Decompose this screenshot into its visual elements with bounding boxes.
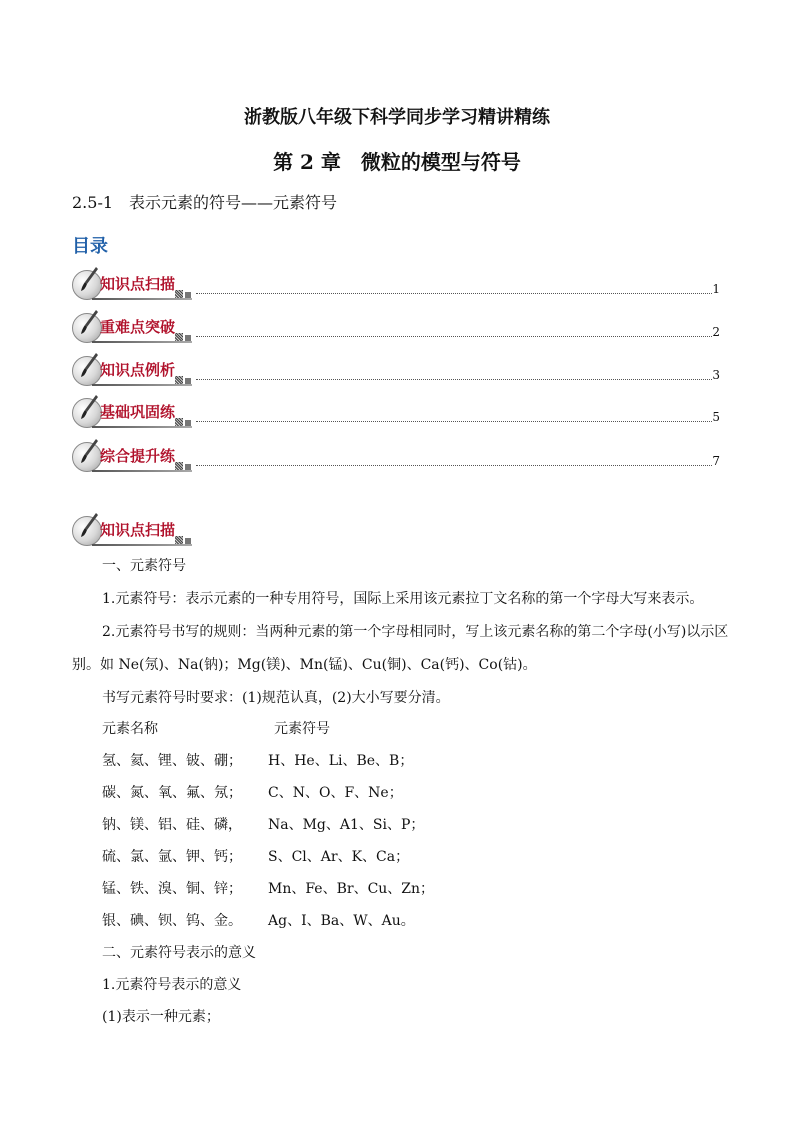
element-names-row: 银、碘、钡、钨、金。 xyxy=(102,913,242,929)
toc-leader xyxy=(196,465,712,466)
toc-page-number: 3 xyxy=(712,368,720,382)
paragraph-rules-line1: 2.元素符号书写的规则：当两种元素的第一个字母相同时，写上该元素名称的第二个字母(小写)以示区 xyxy=(102,624,729,640)
element-symbols-row: H、He、Li、Be、B； xyxy=(268,753,414,769)
toc-item-label: 知识点扫描 xyxy=(100,275,176,293)
badge-decor xyxy=(175,333,183,341)
toc-page-number: 5 xyxy=(712,410,720,424)
toc-item-basic[interactable] xyxy=(72,396,720,436)
element-names-row: 钠、镁、铝、硅、磷， xyxy=(102,817,242,833)
section-badge xyxy=(72,311,196,343)
paragraph-requirements: 书写元素符号时要求：(1)规范认真，(2)大小写要分清。 xyxy=(102,690,450,706)
element-names-row: 碳、氮、氧、氟、氖； xyxy=(102,785,242,801)
section-badge xyxy=(72,268,196,300)
badge-underline xyxy=(92,544,192,546)
element-symbols-row: Na、Mg、A1、Si、P； xyxy=(268,817,425,833)
badge-underline xyxy=(92,426,192,428)
brush-icon xyxy=(80,438,100,464)
section-badge xyxy=(72,440,196,472)
element-symbols-row: S、Cl、Ar、K、Ca； xyxy=(268,849,410,865)
section-title: 2.5-1 表示元素的符号——元素符号 xyxy=(72,193,338,212)
toc-item-label: 知识点例析 xyxy=(100,361,176,379)
heading-element-symbols: 一、元素符号 xyxy=(102,558,186,574)
paragraph-definition: 1.元素符号：表示元素的一种专用符号，国际上采用该元素拉丁文名称的第一个字母大写来表示。 xyxy=(102,591,704,607)
column-header-symbol: 元素符号 xyxy=(274,721,330,737)
badge-decor xyxy=(185,464,191,470)
badge-decor xyxy=(185,292,191,298)
section-badge-label: 知识点扫描 xyxy=(100,521,176,539)
toc-page-number: 7 xyxy=(712,454,720,468)
toc-page-number: 2 xyxy=(712,325,720,339)
brush-icon xyxy=(80,394,100,420)
column-header-name: 元素名称 xyxy=(102,721,158,737)
toc-page-number: 1 xyxy=(712,282,720,296)
badge-decor xyxy=(185,538,191,544)
badge-decor xyxy=(175,462,183,470)
badge-decor xyxy=(175,536,183,544)
badge-underline xyxy=(92,470,192,472)
toc-item-comprehensive[interactable] xyxy=(72,440,720,480)
paragraph-represents-element: (1)表示一种元素； xyxy=(102,1009,220,1025)
chapter-title: 第 2 章 微粒的模型与符号 xyxy=(273,150,521,174)
element-symbols-row: C、N、O、F、Ne； xyxy=(268,785,403,801)
badge-decor xyxy=(175,376,183,384)
toc-item-difficult[interactable] xyxy=(72,311,720,351)
paragraph-rules-line2: 别。如 Ne(氖)、Na(钠)；Mg(镁)、Mn(锰)、Cu(铜)、Ca(钙)、Co(钴)。 xyxy=(72,657,537,673)
element-names-row: 硫、氯、氩、钾、钙； xyxy=(102,849,242,865)
element-symbols-row: Mn、Fe、Br、Cu、Zn； xyxy=(268,881,435,897)
badge-underline xyxy=(92,298,192,300)
toc-item-scan[interactable] xyxy=(72,268,720,308)
section-badge xyxy=(72,514,196,546)
toc-leader xyxy=(196,293,712,294)
toc-leader xyxy=(196,336,712,337)
badge-decor xyxy=(175,290,183,298)
section-badge xyxy=(72,396,196,428)
element-symbols-row: Ag、I、Ba、W、Au。 xyxy=(268,913,415,929)
badge-underline xyxy=(92,384,192,386)
brush-icon xyxy=(80,309,100,335)
badge-decor xyxy=(185,420,191,426)
scan-section-header xyxy=(72,514,720,554)
element-names-row: 锰、铁、溴、铜、锌； xyxy=(102,881,242,897)
badge-decor xyxy=(185,378,191,384)
section-badge xyxy=(72,354,196,386)
toc-item-examples[interactable] xyxy=(72,354,720,394)
heading-symbol-meaning: 二、元素符号表示的意义 xyxy=(102,945,256,961)
brush-icon xyxy=(80,352,100,378)
badge-decor xyxy=(175,418,183,426)
document-title: 浙教版八年级下科学同步学习精讲精练 xyxy=(244,107,550,128)
toc-leader xyxy=(196,379,712,380)
brush-icon xyxy=(80,512,100,538)
toc-item-label: 基础巩固练 xyxy=(100,403,176,421)
toc-item-label: 重难点突破 xyxy=(100,318,176,336)
toc-leader xyxy=(196,421,712,422)
toc-heading: 目录 xyxy=(72,236,108,257)
brush-icon xyxy=(80,266,100,292)
toc-item-label: 综合提升练 xyxy=(100,447,176,465)
paragraph-symbol-meaning: 1.元素符号表示的意义 xyxy=(102,977,242,993)
badge-decor xyxy=(185,335,191,341)
element-names-row: 氢、氦、锂、铍、硼； xyxy=(102,753,242,769)
badge-underline xyxy=(92,341,192,343)
